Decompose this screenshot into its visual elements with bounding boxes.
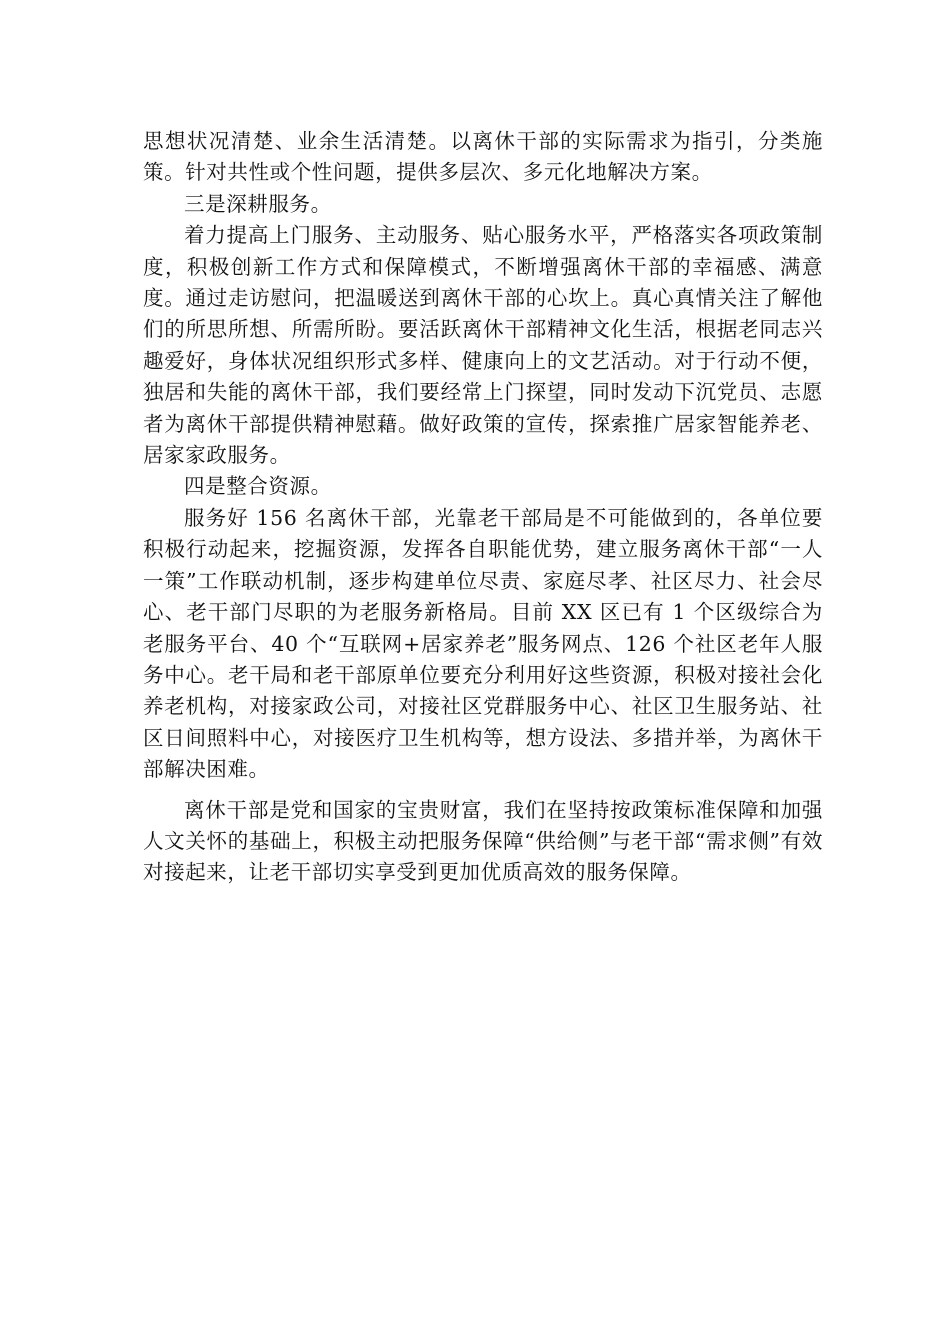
section-heading-deepen-service: 三是深耕服务。 bbox=[184, 191, 332, 216]
paragraph-conclusion: 离休干部是党和国家的宝贵财富，我们在坚持按政策标准保障和加强人文关怀的基础上，积极主动把服务保障“供给侧”与老干部“需求侧”有效对接起来，让老干部切实享受到更加优质高效的服务保障。 bbox=[143, 797, 823, 885]
paragraph-deepen-service: 着力提高上门服务、主动服务、贴心服务水平，严格落实各项政策制度，积极创新工作方式和保障模式，不断增强离休干部的幸福感、满意度。通过走访慰问，把温暖送到离休干部的心坎上。真心真情关注了解他们的所思所想、所需所盼。要活跃离休干部精神文化生活，根据老同志兴趣爱好，身体状况组织形式多样、健康向上的文艺活动。对于行动不便，独居和失能的离休干部，我们要经常上门探望，同时发动下沉党员、志愿者为离休干部提供精神慰藉。做好政策的宣传，探索推广居家智能养老、居家家政服务。 bbox=[143, 223, 823, 468]
document-body bbox=[143, 126, 823, 889]
section-heading-integrate-resources: 四是整合资源。 bbox=[184, 474, 332, 499]
paragraph-integrate-resources: 服务好 156 名离休干部，光靠老干部局是不可能做到的，各单位要积极行动起来，挖掘资源，发挥各自职能优势，建立服务离休干部“一人一策”工作联动机制，逐步构建单位尽责、家庭尽孝、社区尽力、社会尽心、老干部门尽职的为老服务新格局。目前 XX 区已有 1 个区级综合为老服务平台、40 个“互联网+居家养老”服务网点、126 个社区老年人服务中心。老干局和老干部原单位要充分利用好这些资源，积极对接社会化养老机构，对接家政公司，对接社区党群服务中心、社区卫生服务站、社区日间照料中心，对接医疗卫生机构等，想方设法、多措并举，为离休干部解决困难。 bbox=[143, 505, 823, 782]
paragraph-continuation: 思想状况清楚、业余生活清楚。以离休干部的实际需求为指引，分类施策。针对共性或个性问题，提供多层次、多元化地解决方案。 bbox=[143, 129, 823, 185]
